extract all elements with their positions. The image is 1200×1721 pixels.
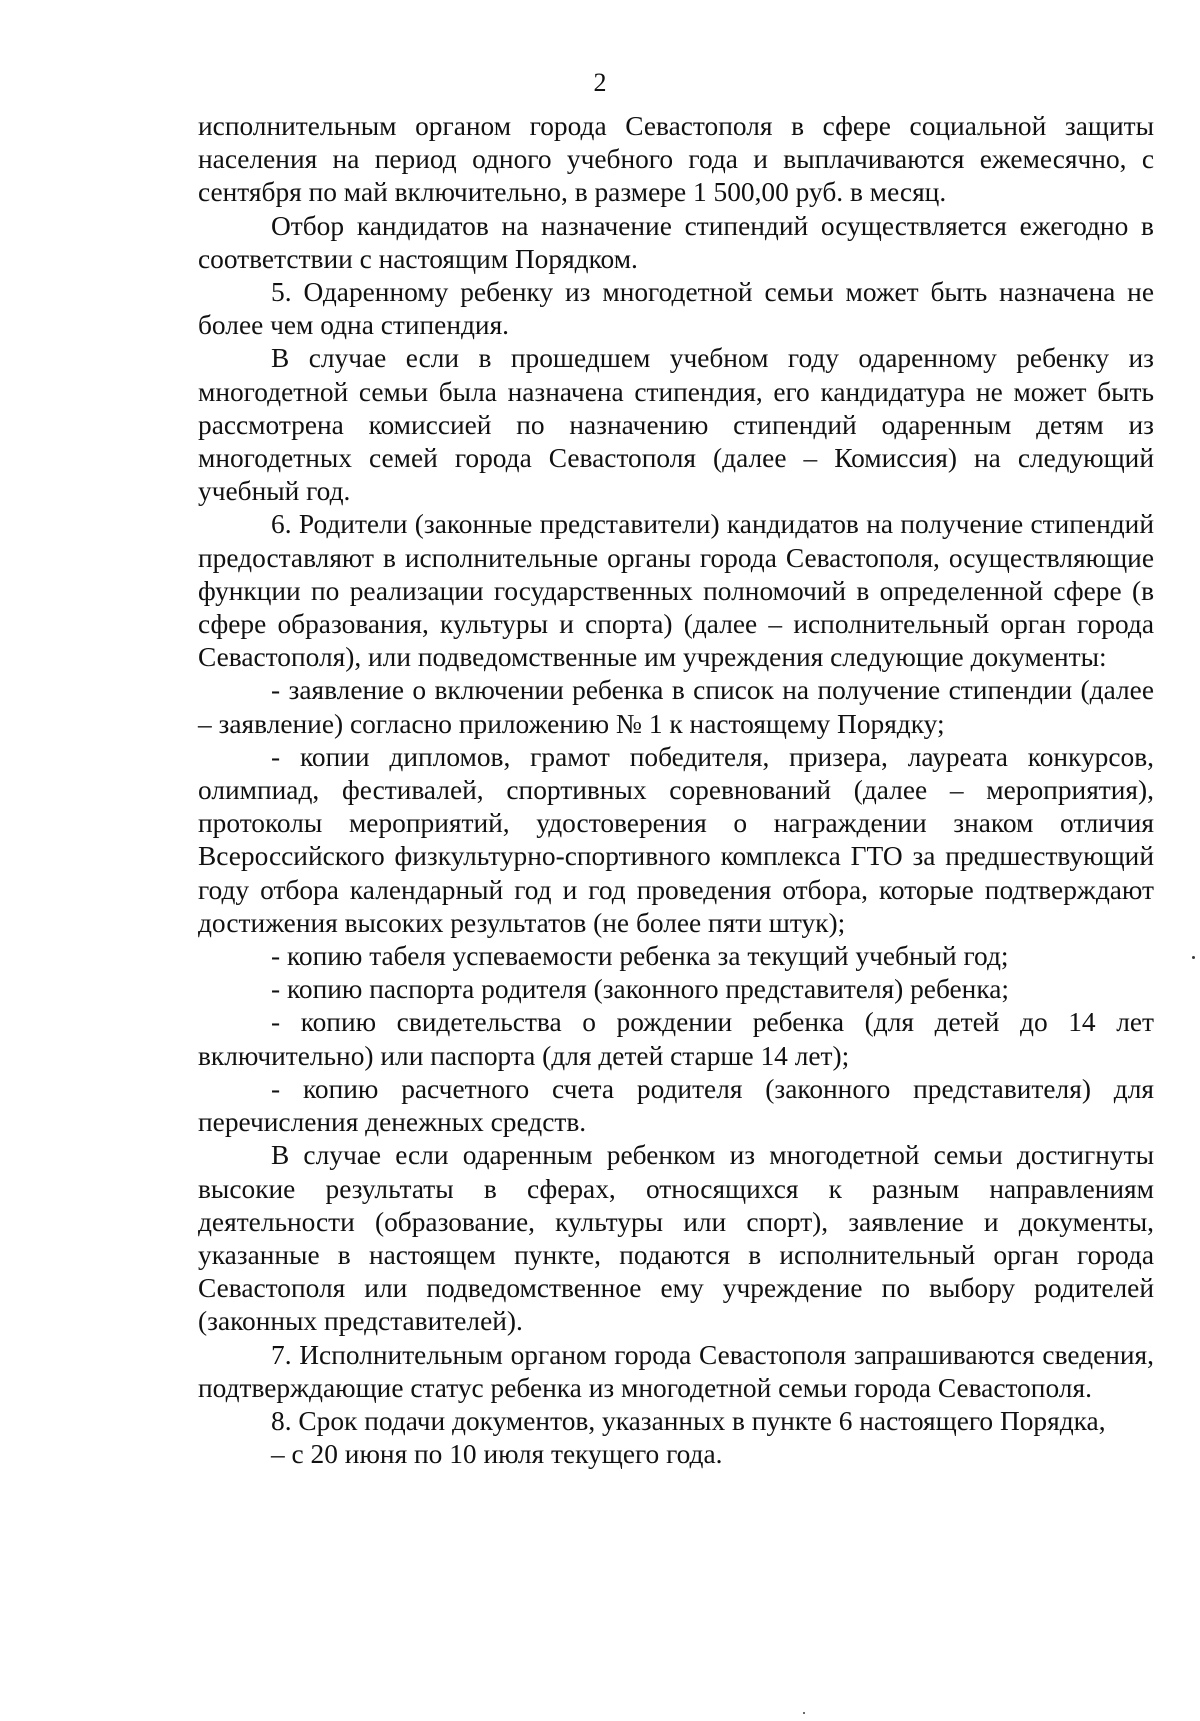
paragraph-clause-8: 8. Срок подачи документов, указанных в пункте 6 настоящего Порядка, [271, 1405, 1106, 1436]
paragraph-selection: Отбор кандидатов на назначение стипендий осуществляется ежегодно в соответствии с настоящим Порядком. [198, 210, 1154, 274]
scan-artifact-dot [803, 1712, 805, 1714]
paragraph-clause-5: 5. Одаренному ребенку из многодетной семьи может быть назначена не более чем одна стипендия. [198, 277, 1154, 341]
paragraph-clause-6: 6. Родители (законные представители) кандидатов на получение стипендий предоставляют в исполнительные органы города Севастополя, осуществляющие функции по реализации государственных полномочий в определенной сфере (в сфере образования, культуры и спорта) (далее – исполнительный орган города Севастополя), или подведомственные им учреждения следующие документы: [198, 509, 1154, 673]
scan-artifact-dot [1192, 956, 1195, 959]
page-number: 2 [593, 68, 607, 97]
list-item-birth-certificate: - копию свидетельства о рождении ребенка (для детей до 14 лет включительно) или паспорта (для детей старше 14 лет); [198, 1007, 1154, 1071]
paragraph-previous-year: В случае если в прошедшем учебном году одаренному ребенку из многодетной семьи была назначена стипендия, его кандидатура не может быть рассмотрена комиссией по назначению стипендий одаренным детям из многодетных семей города Севастополя (далее – Комиссия) на следующий учебный год. [198, 343, 1154, 507]
document-body [198, 110, 1154, 1471]
list-item-parent-passport: - копию паспорта родителя (законного представителя) ребенка; [271, 974, 1009, 1005]
list-item-application: - заявление о включении ребенка в список на получение стипендии (далее – заявление) согласно приложению № 1 к настоящему Порядку; [198, 675, 1154, 739]
list-item-bank-account: - копию расчетного счета родителя (законного представителя) для перечисления денежных средств. [198, 1073, 1154, 1138]
list-item-report-card: - копию табеля успеваемости ребенка за текущий учебный год; [271, 941, 1009, 972]
paragraph-deadline: – с 20 июня по 10 июля текущего года. [271, 1439, 723, 1470]
paragraph-clause-7: 7. Исполнительным органом города Севастополя запрашиваются сведения, подтверждающие статус ребенка из многодетной семьи города Севастополя. [198, 1339, 1154, 1403]
list-item-diplomas: - копии дипломов, грамот победителя, призера, лауреата конкурсов, олимпиад, фестивалей, спортивных соревнований (далее – мероприятия), протоколы мероприятий, удостоверения о награждении знаком отличия Всероссийского физкультурно-спортивного комплекса ГТО за предшествующий году отбора календарный год и год проведения отбора, которые подтверждают достижения высоких результатов (не более пяти штук); [198, 741, 1154, 938]
paragraph-continuation: исполнительным органом города Севастополя в сфере социальной защиты населения на период одного учебного года и выплачиваются ежемесячно, с сентября по май включительно, в размере 1 500,00 руб. в месяц. [198, 111, 1154, 208]
paragraph-multiple-fields: В случае если одаренным ребенком из многодетной семьи достигнуты высокие результаты в сферах, относящихся к разным направлениям деятельности (образование, культуры или спорт), заявление и документы, указанные в настоящем пункте, подаются в исполнительный орган города Севастополя или подведомственное ему учреждение по выбору родителей (законных представителей). [198, 1140, 1154, 1337]
